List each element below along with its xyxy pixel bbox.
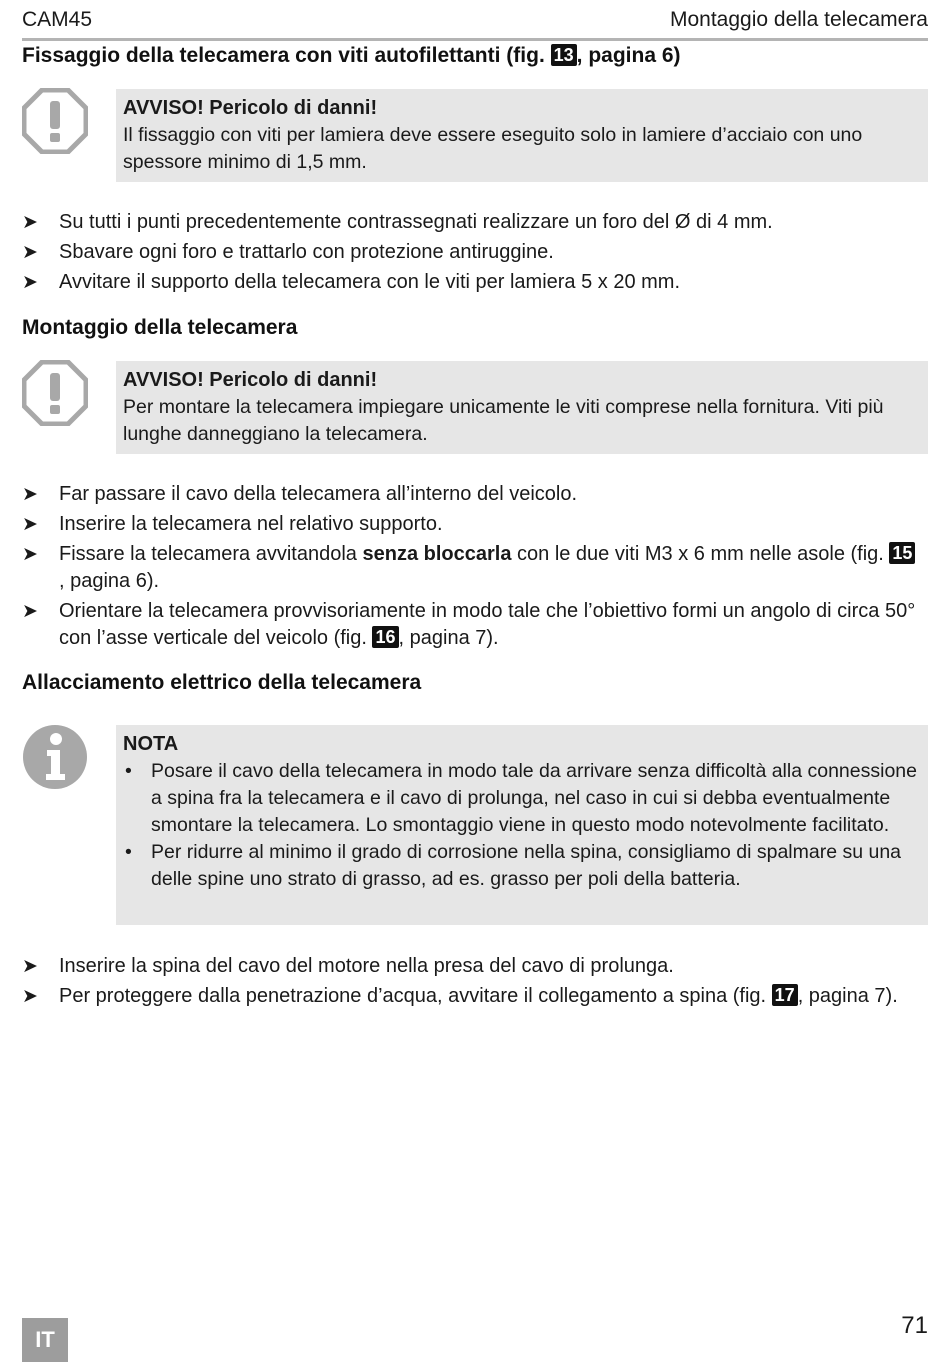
list-item: • Per ridurre al minimo il grado di corrosione nella spina, consigliamo di spalmare su una delle spine uno strato di grasso, ad es. grasso per poli della batteria. <box>125 841 902 890</box>
figure-ref-badge: 15 <box>889 542 915 564</box>
warning-octagon-icon <box>22 88 88 154</box>
note-bullets <box>123 758 918 893</box>
list-item: ➤ Sbavare ogni foro e trattarlo con protezione antiruggine. <box>22 239 920 266</box>
page-header <box>22 8 928 41</box>
info-icon <box>22 724 88 790</box>
instruction-list <box>22 953 920 1013</box>
section-heading-montaggio: Montaggio della telecamera <box>22 316 298 339</box>
emphasis-text: senza bloccarla <box>362 543 512 565</box>
arrow-bullet-icon: ➤ <box>22 601 38 622</box>
figure-ref-badge: 16 <box>372 626 398 648</box>
list-item: ➤ Orientare la telecamera provvisoriamente in modo tale che l’obiettivo formi un angolo di circa 50° con l’asse verticale del veicolo (fig. 16 , pagina 7). <box>22 600 916 649</box>
warning-octagon-icon <box>22 360 88 426</box>
list-item: ➤ Avvitare il supporto della telecamera con le viti per lamiera 5 x 20 mm. <box>22 269 920 296</box>
dot-bullet-icon: • <box>125 760 132 782</box>
product-name: CAM45 <box>22 8 93 31</box>
figure-ref-badge: 17 <box>772 984 798 1006</box>
warning-notice <box>116 89 928 182</box>
section-heading-allacciamento: Allacciamento elettrico della telecamera <box>22 671 422 694</box>
dot-bullet-icon: • <box>125 841 132 863</box>
list-item: • Posare il cavo della telecamera in modo tale da arrivare senza difficoltà alla connessione a spina fra la telecamera e il cavo di prolunga, nel caso in cui si debba eventualmente smontare la telecamera. Lo smontaggio viene in questo modo notevolmente facilitato. <box>125 760 917 836</box>
warning-notice <box>116 361 928 454</box>
arrow-bullet-icon: ➤ <box>22 272 38 293</box>
notice-body: Il fissaggio con viti per lamiera deve essere eseguito solo in lamiere d’acciaio con uno spessore minimo di 1,5 mm. <box>123 124 863 173</box>
page-number: 71 <box>901 1312 928 1339</box>
list-item: ➤ Fissare la telecamera avvitandola senza bloccarla con le due viti M3 x 6 mm nelle asole (fig. 15, pagina 6). <box>22 541 920 595</box>
arrow-bullet-icon: ➤ <box>22 242 38 263</box>
arrow-bullet-icon: ➤ <box>22 986 38 1007</box>
list-item: ➤ Per proteggere dalla penetrazione d’acqua, avvitare il collegamento a spina (fig. 17 , pagina 7). <box>22 983 920 1010</box>
arrow-bullet-icon: ➤ <box>22 212 38 233</box>
instruction-list <box>22 481 920 655</box>
list-item: ➤ Far passare il cavo della telecamera all’interno del veicolo. <box>22 481 920 508</box>
instruction-list <box>22 209 920 299</box>
arrow-bullet-icon: ➤ <box>22 514 38 535</box>
list-item: ➤ Inserire la telecamera nel relativo supporto. <box>22 511 920 538</box>
arrow-bullet-icon: ➤ <box>22 544 38 565</box>
list-item: ➤ Inserire la spina del cavo del motore nella presa del cavo di prolunga. <box>22 953 920 980</box>
notice-body: Per montare la telecamera impiegare unicamente le viti comprese nella fornitura. Viti più lunghe danneggiano la telecamera. <box>123 396 884 445</box>
running-title: Montaggio della telecamera <box>670 8 928 31</box>
notice-title: AVVISO! Pericolo di danni! <box>123 97 378 119</box>
arrow-bullet-icon: ➤ <box>22 956 38 977</box>
list-item: ➤ Su tutti i punti precedentemente contrassegnati realizzare un foro del Ø di 4 mm. <box>22 209 920 236</box>
note-title: NOTA <box>123 733 179 755</box>
note-box <box>116 725 928 925</box>
figure-ref-badge: 13 <box>551 44 577 66</box>
language-tab: IT <box>22 1318 68 1362</box>
notice-title: AVVISO! Pericolo di danni! <box>123 369 378 391</box>
arrow-bullet-icon: ➤ <box>22 484 38 505</box>
section-heading-fissaggio: Fissaggio della telecamera con viti autofilettanti (fig. 13 , pagina 6) <box>22 44 681 67</box>
